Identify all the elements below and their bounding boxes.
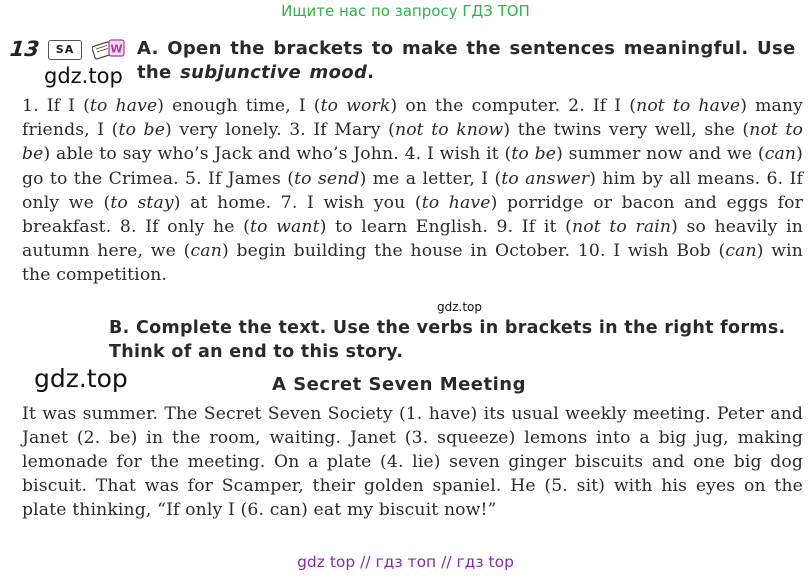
verb-prompt: not to have — [636, 96, 741, 116]
sentence-text: ) very lonely. 3. If Mary ( — [165, 120, 395, 141]
verb-prompt: to want — [250, 217, 320, 238]
sentence-text: ) the twins very well, she ( — [503, 120, 750, 141]
sentence-text: ) enough time, I ( — [157, 96, 321, 116]
sentence-text: 1. If I ( — [22, 96, 90, 116]
verb-prompt: to have — [89, 96, 158, 116]
verb-prompt: can — [190, 241, 222, 262]
sentence-text: ) on the computer. 2. If I ( — [390, 96, 637, 116]
verb-prompt: can — [725, 241, 757, 262]
watermark-section-b: gdz.top — [34, 364, 128, 393]
task-b-instructions: B. Complete the text. Use the verbs in brackets in the right forms. Think of an end to this story. — [109, 318, 786, 362]
sentence-text: ) him by all means. 6. If only we ( — [22, 168, 803, 213]
task-a-emphasis: subjunctive mood — [180, 62, 368, 83]
notebook-w-label: W — [110, 42, 123, 56]
sentence-text: ) me a letter, I ( — [359, 168, 502, 189]
exercise-a-text — [22, 94, 803, 288]
search-banner: Ищите нас по запросу ГДЗ ТОП — [281, 2, 530, 20]
sentence-text: ) able to say who’s Jack and who’s John. 4. I wish it ( — [43, 144, 512, 165]
sentence-text: ) go to the Crimea. 5. If James ( — [22, 144, 803, 189]
sentence-text: ) so heavily in autumn here, we ( — [22, 217, 803, 262]
story-title: A Secret Seven Meeting — [272, 374, 526, 395]
sentence-text: ) begin building the house in October. 10. I wish Bob ( — [221, 241, 726, 262]
verb-prompt: to stay — [110, 192, 174, 213]
verb-prompt: to work — [320, 96, 391, 116]
notebook-w-icon — [92, 37, 126, 61]
task-a-instructions — [137, 37, 807, 85]
verb-prompt: to have — [421, 192, 491, 213]
verb-prompt: to send — [294, 168, 360, 189]
sentence-text: ) to learn English. 9. If it ( — [319, 217, 572, 238]
story-text: It was summer. The Secret Seven Society (1. have) its usual weekly meeting. Peter and Janet (2. be) in the room, waiting. Janet (3. squeeze) lemons into a big jug, making lemonade for the meeting. On a plate (4. lie) seven ginger biscuits and one big dog biscuit. That was for Scamper, their golden spaniel. He (5. sit) with his eyes on the plate thinking, “If only I (6. can) eat my biscuit now!” — [22, 404, 803, 521]
sentence-text: ) summer now and we ( — [556, 144, 765, 165]
verb-prompt: to be — [511, 144, 557, 165]
watermark-top-left: gdz.top — [44, 64, 123, 88]
verb-prompt: to be — [118, 120, 166, 141]
sentence-text: ) at home. 7. I wish you ( — [173, 192, 422, 213]
verb-prompt: not to be — [22, 120, 804, 165]
sentence-text: ) porridge or bacon and eggs for breakfast. 8. If only he ( — [22, 192, 804, 238]
verb-prompt: to answer — [501, 168, 590, 189]
task-a-lead: A. Open the brackets to make the sentences meaningful. Use the — [137, 38, 796, 83]
bottom-links[interactable]: gdz top // гдз топ // гдз top — [297, 553, 514, 571]
sentence-text: ) many friends, I ( — [22, 96, 803, 141]
verb-prompt: not to rain — [571, 217, 672, 238]
exercise-number: 13 — [8, 37, 41, 61]
verb-prompt: not to know — [394, 120, 504, 141]
verb-prompt: can — [764, 144, 797, 165]
sentence-text: ) win the competition. — [22, 241, 803, 286]
sa-badge-icon: SA — [48, 40, 82, 60]
watermark-middle: gdz.top — [437, 300, 483, 314]
task-a-end: . — [367, 62, 375, 83]
